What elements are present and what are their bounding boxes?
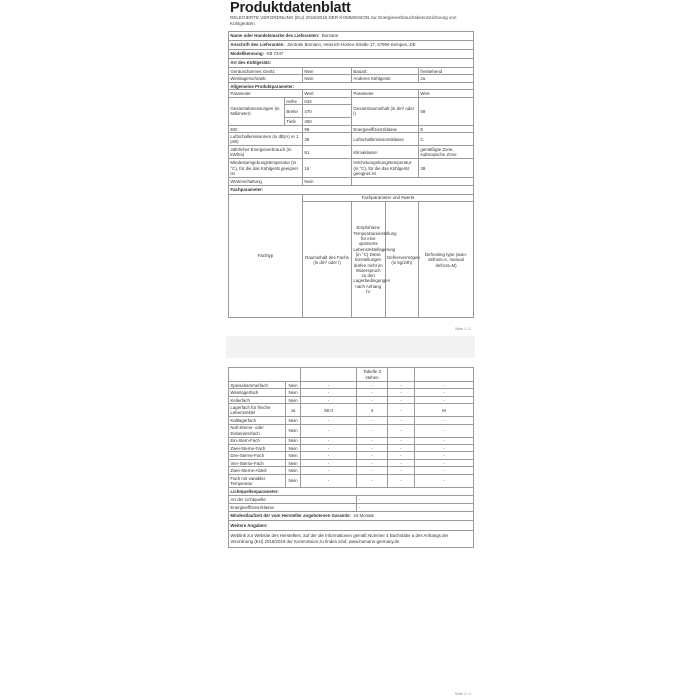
compartment-defrost: - (415, 467, 474, 474)
compartment-row (229, 396, 474, 403)
design-label: Bauart: (352, 68, 419, 75)
width-label: Breite (285, 105, 303, 118)
compartment-name: Zwei-Sterne-Fach (229, 444, 286, 451)
page-separator (226, 336, 475, 358)
compartment-volume: 58.0 (301, 404, 357, 417)
col-value-right: Wert (419, 90, 474, 97)
volume-value: 58 (419, 97, 474, 125)
compartment-freeze: - (388, 467, 415, 474)
width-value: 470 (303, 105, 352, 118)
compartment-temp: - (357, 417, 388, 424)
compartment-row (229, 389, 474, 396)
intro-text: DELEGIERTE VERORDNUNG (EU) 2019/2016 DER KOMMISSION zur Energieverbrauchskennzeichnung von Kühlgeräten (230, 15, 457, 26)
compartment-row (229, 424, 474, 437)
col-param-right: Parameter (352, 90, 419, 97)
compartment-present: Nein (286, 459, 301, 466)
compartment-name: Kellerfach (229, 396, 286, 403)
supplier-name-row: Name oder Handelsmarke des Lieferanten: Bomann (229, 32, 474, 41)
compartment-present: Nein (286, 417, 301, 424)
compartment-defrost: - (415, 452, 474, 459)
eei-value: 99 (303, 125, 352, 132)
max-temp-value: 38 (419, 159, 474, 178)
device-type-header: Art des Kühlgeräts: (229, 59, 474, 68)
light-params-header: Lichtquellenparameter: (229, 487, 474, 495)
comp-volume-header: Rauminhalt des Fachs (in dm³ oder l) (303, 202, 352, 318)
dims-label: Gesamtabmessungen (in Millimeter) (229, 97, 285, 125)
energy-value: 81 (303, 146, 352, 159)
compartment-table (228, 367, 474, 548)
height-label: Höhe (285, 97, 303, 104)
compartment-freeze: - (388, 437, 415, 444)
compartment-present: Nein (286, 437, 301, 444)
compartment-freeze: - (388, 404, 415, 417)
compartment-present: Nein (286, 467, 301, 474)
compartment-volume: - (301, 417, 357, 424)
compartment-present: Nein (286, 444, 301, 451)
max-temp-label: Höchstumgebungstemperatur (in °C), für die das Kühlgerät geeignet ist (352, 159, 419, 178)
compartment-temp: - (357, 396, 388, 403)
compartment-params-header: Fachparameter: (229, 185, 474, 194)
compartment-freeze: - (388, 396, 415, 403)
compartment-name: Fach mit variabler Temperatur (229, 474, 286, 487)
compartment-row (229, 452, 474, 459)
compartment-name: Speisekammerfach (229, 382, 286, 389)
compartment-defrost: - (415, 389, 474, 396)
comp-temp-header: Empfohlene Temperatureinstellung für eine optimierte Lebensmittellagerung (in °C) Diese Einstellungen dürfen nicht im Widerspruch zu den Lagerbedingungen nach Anhang IV (352, 202, 385, 317)
compartment-temp: 4 (357, 404, 388, 417)
energy-label: Jährlicher Energieverbrauch (in kWh/a) (229, 146, 303, 159)
wine-value: Nein (303, 75, 352, 82)
compartment-temp: - (357, 444, 388, 451)
compartment-name: Drei-Sterne-Fach (229, 452, 286, 459)
winter-value: Nein (303, 178, 352, 185)
compartment-name: Zwei-Sterne-Abteil (229, 467, 286, 474)
comp-params-header: Fachparameter und #werte (303, 194, 474, 201)
compartment-volume: - (301, 389, 357, 396)
depth-label: Tiefe (285, 118, 303, 125)
eclass-label: Energieeffizienzklasse (352, 125, 419, 132)
compartment-defrost: - (415, 382, 474, 389)
noise-class-value: C (419, 133, 474, 146)
design-value: freistehend (419, 68, 474, 75)
compartment-freeze: - (388, 424, 415, 437)
climate-value: gemäßigte Zone, subtropische Zone (419, 146, 474, 159)
compartment-present: Nein (286, 474, 301, 487)
page-title: Produktdatenblatt (230, 0, 351, 16)
general-params-header: Allgemeine Produktparameter: (229, 82, 474, 89)
compartment-temp: - (357, 459, 388, 466)
more-info-text: Weblink zur Website des Herstellers, auf der die Informationen gemäß Nummer 4 Buchstabe a des Anhangs der Verordnung (EU) 2019/2019 der Kommission zu finden sind: www.bomann-germany.de (229, 530, 474, 547)
compartment-defrost: - (415, 417, 474, 424)
compartment-defrost: - (415, 474, 474, 487)
compartment-temp: - (357, 389, 388, 396)
compartment-volume: - (301, 382, 357, 389)
compartment-present: Nein (286, 396, 301, 403)
light-type-label: Art der Lichtquelle (229, 495, 357, 503)
compartment-freeze: - (388, 389, 415, 396)
compartment-freeze: - (388, 444, 415, 451)
page-2 (228, 358, 473, 700)
compartment-defrost: - (415, 424, 474, 437)
compartment-defrost: - (415, 444, 474, 451)
supplier-address-row: Anschrift des Lieferanten: Zentrale Bomann, Heinrich-Horten-Straße 17, 47906 Kempen, DE (229, 41, 474, 50)
col-param-left: Parameter (229, 90, 303, 97)
compartment-freeze: - (388, 474, 415, 487)
comp-temp-header-cont: Tabelle 3 stehen (357, 368, 388, 382)
height-value: 632 (303, 97, 352, 104)
winter-label: Winterschaltung (229, 178, 303, 185)
compartment-present: Nein (286, 389, 301, 396)
comp-type-header: Fachtyp (229, 194, 303, 317)
compartment-volume: - (301, 467, 357, 474)
depth-value: 450 (303, 118, 352, 125)
compartment-row (229, 404, 474, 417)
compartment-row (229, 382, 474, 389)
compartment-freeze: - (388, 382, 415, 389)
guarantee-row: Mindestlaufzeit der vom Hersteller angebotenen Garantie: 24 Monate (229, 511, 474, 520)
noise-value: 39 (303, 133, 352, 146)
other-label: Anderes Kühlgerät: (352, 75, 419, 82)
compartment-present: Nein (286, 452, 301, 459)
low-noise-label: Geräuscharmes Gerät: (229, 68, 303, 75)
page-1-footer: Seite 1 / 2 (454, 327, 471, 331)
compartment-name: Kaltlagerfach (229, 417, 286, 424)
volume-label: Gesamtrauminhalt (in dm³ oder l) (352, 97, 419, 125)
compartment-row (229, 417, 474, 424)
compartment-defrost: - (415, 459, 474, 466)
compartment-name: Weinlagerfach (229, 389, 286, 396)
compartment-row (229, 444, 474, 451)
compartment-name: Vier-Sterne-Fach (229, 459, 286, 466)
compartment-defrost: - (415, 437, 474, 444)
other-value: Ja (419, 75, 474, 82)
compartment-present: Nein (286, 382, 301, 389)
compartment-temp: - (357, 452, 388, 459)
compartment-freeze: - (388, 452, 415, 459)
compartment-volume: - (301, 396, 357, 403)
light-type-value: - (357, 495, 474, 503)
compartment-volume: - (301, 424, 357, 437)
compartment-present: Ja (286, 404, 301, 417)
comp-defrost-header: Defrosting type (auto-defrost=A, manual defrost=M) (419, 202, 474, 318)
compartment-row (229, 467, 474, 474)
compartment-temp: - (357, 437, 388, 444)
compartment-defrost: M (415, 404, 474, 417)
compartment-volume: - (301, 444, 357, 451)
compartment-temp: - (357, 382, 388, 389)
noise-class-label: Luftschallemissionsklasse (352, 133, 419, 146)
compartment-volume: - (301, 452, 357, 459)
compartment-temp: - (357, 424, 388, 437)
model-row: Modellkennung: KB 7347 (229, 50, 474, 59)
eei-label: EEI (229, 125, 303, 132)
compartment-volume: - (301, 437, 357, 444)
light-class-value: - (357, 503, 474, 511)
col-value-left: Wert (303, 90, 352, 97)
wine-label: Weinlagerschrank: (229, 75, 303, 82)
compartment-name: Lagerfach für frische Lebensmittel (229, 404, 286, 417)
eclass-value: E (419, 125, 474, 132)
compartment-defrost: - (415, 396, 474, 403)
compartment-row (229, 437, 474, 444)
compartment-freeze: - (388, 417, 415, 424)
compartment-volume: - (301, 474, 357, 487)
compartment-name: Ein-Stern-Fach (229, 437, 286, 444)
page-1 (228, 0, 473, 336)
more-info-header: Weitere Angaben: (229, 520, 474, 530)
climate-label: Klimaklasse: (352, 146, 419, 159)
product-datasheet-table (228, 31, 474, 318)
compartment-name: Null-Sterne- oder Eisbereiterfach (229, 424, 286, 437)
light-class-label: Energieeffizienzklasse (229, 503, 357, 511)
min-temp-value: 16 (303, 159, 352, 178)
noise-label: Luftschallemissionen (in dB(A) re 1 pW) (229, 133, 303, 146)
compartment-temp: - (357, 474, 388, 487)
compartment-row (229, 474, 474, 487)
page-2-footer: Seite 2 / 2 (454, 692, 471, 696)
compartment-rows (229, 382, 474, 488)
compartment-freeze: - (388, 459, 415, 466)
low-noise-value: Nein (303, 68, 352, 75)
min-temp-label: Mindestumgebungstemperatur (in °C), für die das Kühlgerät geeignet ist (229, 159, 303, 178)
comp-freeze-header: Gefriervermögen (in kg/24h) (385, 202, 418, 317)
compartment-row (229, 459, 474, 466)
compartment-present: Nein (286, 424, 301, 437)
compartment-volume: - (301, 459, 357, 466)
compartment-temp: - (357, 467, 388, 474)
